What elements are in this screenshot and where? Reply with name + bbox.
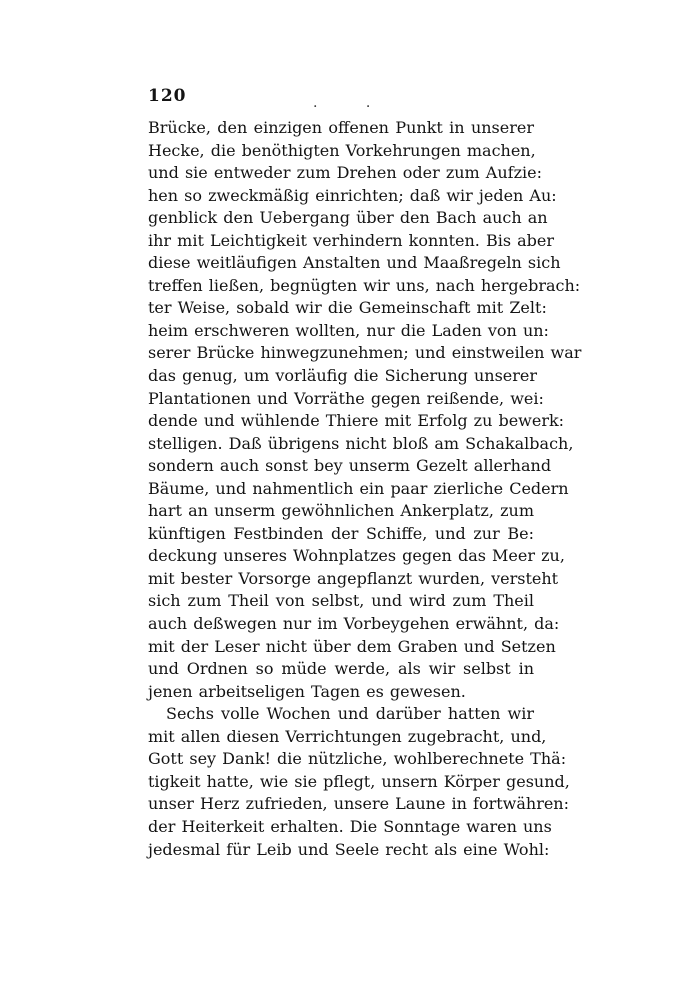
text-line: tigkeit hatte, wie sie pflegt, unsern Körper gesund, (148, 771, 570, 791)
text-line: dende und wühlende Thiere mit Erfolg zu bewerk: (148, 411, 565, 431)
text-line: stelligen. Daß übrigens nicht bloß am Schakalbach, (148, 433, 574, 453)
text-line: serer Brücke hinwegzunehmen; und einstweilen war (148, 343, 582, 363)
text-line: ihr mit Leichtigkeit verhindern konnten. Bis aber (148, 230, 555, 250)
text-line: und Ordnen so müde werde, als wir selbst in (148, 659, 534, 679)
text-line: mit allen diesen Verrichtungen zugebracht, und, (148, 726, 547, 746)
paragraph-end-line: jenen arbeitseligen Tagen es gewesen. (148, 681, 466, 701)
text-line: sondern auch sonst bey unserm Gezelt allerhand (148, 456, 552, 476)
text-line: mit der Leser nicht über dem Graben und Setzen (148, 636, 556, 656)
text-line: heim erschweren wollten, nur die Laden von un: (148, 320, 549, 340)
text-line: künftigen Festbinden der Schiffe, und zur Be: (148, 523, 534, 543)
text-line: das genug, um vorläufig die Sicherung unserer (148, 366, 538, 386)
text-line: der Heiterkeit erhalten. Die Sonntage waren uns (148, 816, 552, 836)
text-line: deckung unseres Wohnplatzes gegen das Meer zu, (148, 546, 565, 566)
body-text (148, 117, 582, 861)
text-line: sich zum Theil von selbst, und wird zum Theil (148, 591, 534, 611)
text-line: diese weitläufigen Anstalten und Maaßregeln sich (148, 253, 561, 273)
text-line: unser Herz zufrieden, unsere Laune in fortwähren: (148, 794, 569, 814)
text-line: genblick den Uebergang über den Bach auch an (148, 208, 548, 228)
text-line: Plantationen und Vorräthe gegen reißende, wei: (148, 388, 544, 408)
text-line: jedesmal für Leib und Seele recht als eine Wohl: (148, 839, 550, 859)
print-specks: . . (313, 95, 393, 111)
text-line: mit bester Vorsorge angepflanzt wurden, versteht (148, 568, 559, 588)
text-line: treffen ließen, begnügten wir uns, nach hergebrach: (148, 275, 581, 295)
text-line: Gott sey Dank! die nützliche, wohlberechnete Thä: (148, 749, 567, 769)
text-line: hart an unserm gewöhnlichen Ankerplatz, zum (148, 501, 534, 521)
text-line: Bäume, und nahmentlich ein paar zierliche Cedern (148, 478, 569, 498)
text-line: hen so zweckmäßig einrichten; daß wir jeden Au: (148, 185, 557, 205)
text-line: auch deßwegen nur im Vorbeygehen erwähnt, da: (148, 614, 560, 634)
text-line: ter Weise, sobald wir die Gemeinschaft mit Zelt: (148, 298, 547, 318)
text-line: und sie entweder zum Drehen oder zum Aufzie: (148, 163, 542, 183)
paragraph-start-line: Sechs volle Wochen und darüber hatten wir (166, 704, 534, 724)
page-number: 120 (148, 86, 187, 106)
text-line: Brücke, den einzigen offenen Punkt in unserer (148, 118, 534, 137)
text-line: Hecke, die benöthigten Vorkehrungen machen, (148, 140, 536, 160)
